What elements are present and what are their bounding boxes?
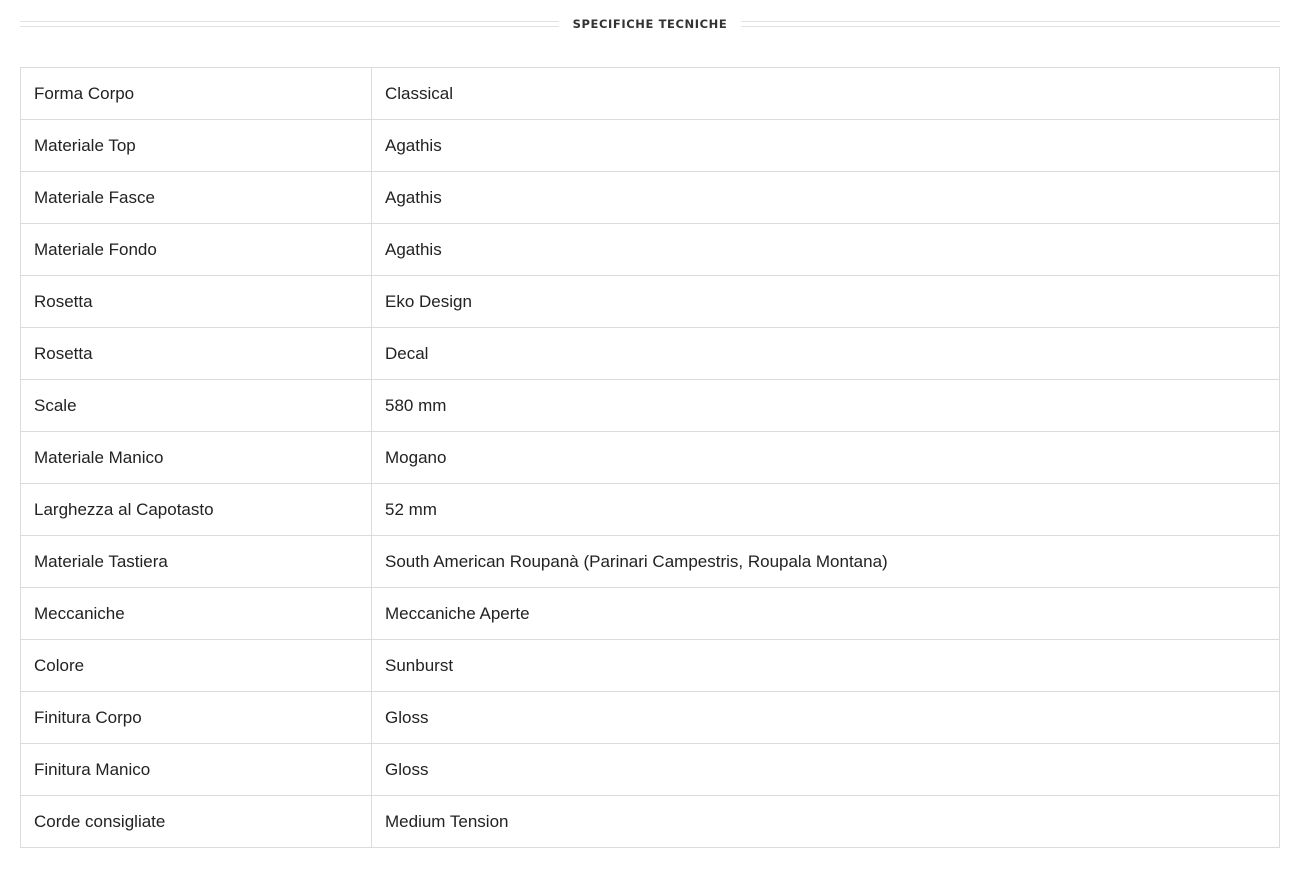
spec-value: Agathis <box>372 224 1280 276</box>
spec-value: Decal <box>372 328 1280 380</box>
table-row <box>21 536 1280 588</box>
spec-label: Corde consigliate <box>21 796 372 848</box>
spec-value: Meccaniche Aperte <box>372 588 1280 640</box>
spec-label: Larghezza al Capotasto <box>21 484 372 536</box>
section-title: SPECIFICHE TECNICHE <box>572 17 728 31</box>
spec-value: Eko Design <box>372 276 1280 328</box>
spec-label: Rosetta <box>21 276 372 328</box>
spec-value: Mogano <box>372 432 1280 484</box>
spec-label: Materiale Tastiera <box>21 536 372 588</box>
section-heading <box>20 12 1280 36</box>
spec-label: Materiale Fondo <box>21 224 372 276</box>
spec-label: Materiale Top <box>21 120 372 172</box>
spec-label: Colore <box>21 640 372 692</box>
spec-value: Medium Tension <box>372 796 1280 848</box>
spec-label: Materiale Manico <box>21 432 372 484</box>
spec-value: Agathis <box>372 172 1280 224</box>
table-row <box>21 692 1280 744</box>
table-row <box>21 328 1280 380</box>
table-row <box>21 432 1280 484</box>
spec-label: Finitura Corpo <box>21 692 372 744</box>
specs-table <box>20 67 1280 848</box>
spec-label: Rosetta <box>21 328 372 380</box>
table-row <box>21 484 1280 536</box>
table-row <box>21 68 1280 120</box>
table-row <box>21 224 1280 276</box>
spec-value: Classical <box>372 68 1280 120</box>
spec-value: Agathis <box>372 120 1280 172</box>
heading-divider-right <box>741 21 1280 27</box>
spec-value: Sunburst <box>372 640 1280 692</box>
table-row <box>21 172 1280 224</box>
table-row <box>21 120 1280 172</box>
table-row <box>21 640 1280 692</box>
table-row <box>21 276 1280 328</box>
spec-value: 580 mm <box>372 380 1280 432</box>
spec-value: Gloss <box>372 744 1280 796</box>
spec-value: 52 mm <box>372 484 1280 536</box>
spec-label: Materiale Fasce <box>21 172 372 224</box>
heading-divider-left <box>20 21 559 27</box>
table-row <box>21 380 1280 432</box>
spec-value: Gloss <box>372 692 1280 744</box>
table-row <box>21 744 1280 796</box>
spec-label: Forma Corpo <box>21 68 372 120</box>
table-row <box>21 796 1280 848</box>
spec-label: Meccaniche <box>21 588 372 640</box>
table-row <box>21 588 1280 640</box>
spec-value: South American Roupanà (Parinari Campestris, Roupala Montana) <box>372 536 1280 588</box>
spec-label: Scale <box>21 380 372 432</box>
spec-label: Finitura Manico <box>21 744 372 796</box>
